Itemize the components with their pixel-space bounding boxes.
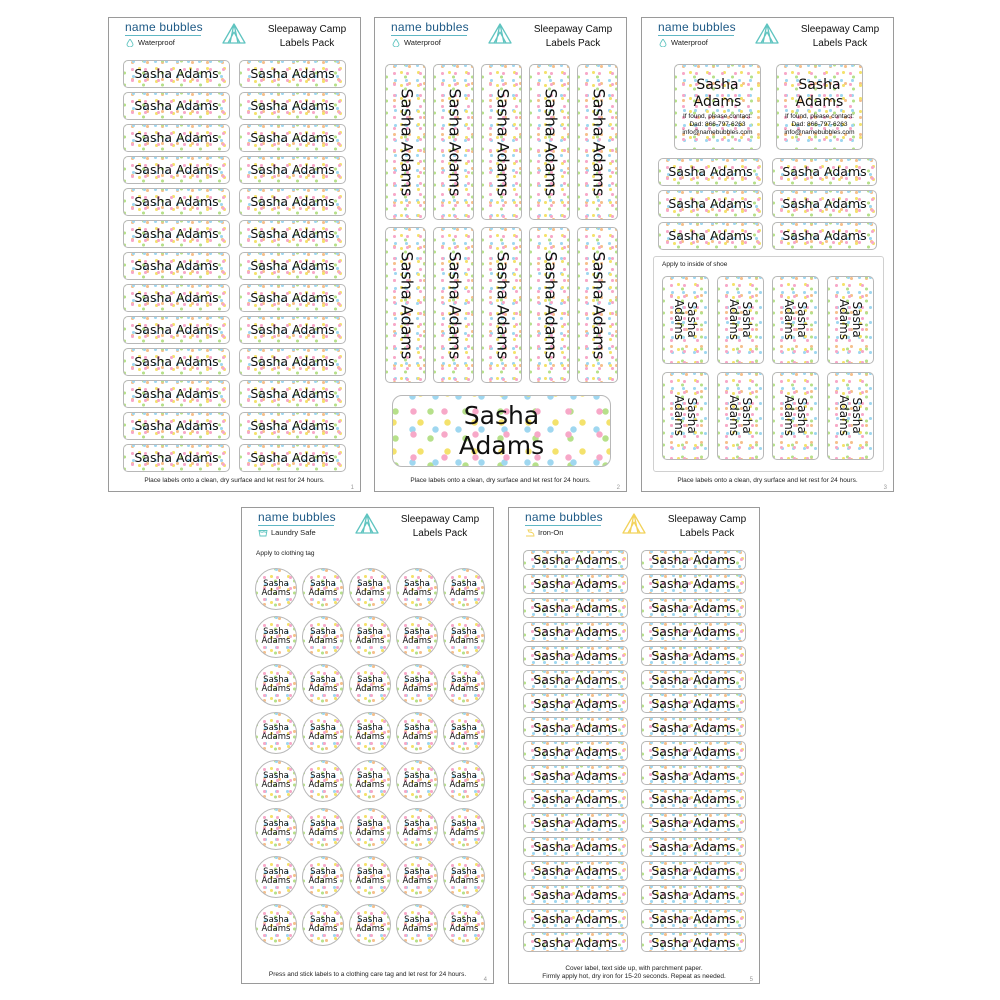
name-label: Sasha Adams: [641, 717, 746, 737]
name-label: Sasha Adams: [641, 622, 746, 642]
name-label: Sasha Adams: [641, 765, 746, 785]
round-name-label: Sasha Adams: [349, 808, 391, 850]
round-name-label: Sasha Adams: [302, 616, 344, 658]
round-name-label: Sasha Adams: [349, 856, 391, 898]
name-label: Sasha Adams: [641, 885, 746, 905]
name-label: Sasha Adams: [523, 670, 628, 690]
name-label: Sasha Adams: [772, 222, 877, 250]
round-name-label: Sasha Adams: [255, 616, 297, 658]
round-name-label: Sasha Adams: [443, 904, 485, 946]
round-name-label: Sasha Adams: [443, 808, 485, 850]
shoe-label: Sasha Adams: [827, 372, 874, 460]
round-name-label: Sasha Adams: [443, 616, 485, 658]
round-name-label: Sasha Adams: [349, 616, 391, 658]
name-label: Sasha Adams: [123, 92, 230, 120]
round-name-label: Sasha Adams: [396, 808, 438, 850]
brand-name: name bubbles: [658, 20, 736, 34]
water-drop-icon: [391, 39, 401, 47]
name-label: Sasha Adams: [123, 380, 230, 408]
shoe-label: Sasha Adams: [717, 276, 764, 364]
vertical-name-label: Sasha Adams: [385, 64, 426, 220]
instructions: Place labels onto a clean, dry surface and let rest for 24 hours.: [410, 477, 591, 484]
round-name-label: Sasha Adams: [255, 808, 297, 850]
name-label: Sasha Adams: [523, 646, 628, 666]
pack-title: Sleepaway Camp Labels Pack: [400, 514, 480, 539]
name-label: Sasha Adams: [523, 550, 628, 570]
product-type: Waterproof: [671, 38, 708, 47]
name-label: Sasha Adams: [523, 909, 628, 929]
instructions: Place labels onto a clean, dry surface and let rest for 24 hours.: [144, 477, 325, 484]
name-label: Sasha Adams: [523, 885, 628, 905]
name-label: Sasha Adams: [523, 813, 628, 833]
round-name-label: Sasha Adams: [302, 904, 344, 946]
name-label: Sasha Adams: [239, 316, 346, 344]
tent-icon: [487, 23, 513, 45]
page-number: 3: [883, 485, 887, 491]
tent-icon: [354, 513, 380, 535]
sheet-iron-on: [508, 507, 760, 984]
name-label: Sasha Adams: [658, 190, 763, 218]
shoe-label: Sasha Adams: [662, 372, 709, 460]
round-name-label: Sasha Adams: [396, 760, 438, 802]
vertical-name-label: Sasha Adams: [481, 227, 522, 383]
sheet-header: [242, 508, 493, 548]
round-name-label: Sasha Adams: [255, 904, 297, 946]
brand-name: name bubbles: [125, 20, 203, 34]
name-label: Sasha Adams: [641, 932, 746, 952]
round-name-label: Sasha Adams: [443, 760, 485, 802]
round-name-label: Sasha Adams: [255, 664, 297, 706]
name-label: Sasha Adams: [523, 741, 628, 761]
sheet-waterproof-vertical: [374, 17, 627, 492]
tent-icon: [621, 513, 647, 535]
brand-logo: [391, 20, 471, 47]
shoe-label: Sasha Adams: [772, 276, 819, 364]
round-name-label: Sasha Adams: [302, 856, 344, 898]
name-label: Sasha Adams: [239, 444, 346, 472]
name-label: Sasha Adams: [641, 646, 746, 666]
vertical-name-label: Sasha Adams: [577, 227, 618, 383]
name-label: Sasha Adams: [772, 190, 877, 218]
water-drop-icon: [125, 39, 135, 47]
name-label: Sasha Adams: [641, 550, 746, 570]
sheet-header: [642, 18, 893, 58]
tent-icon: [754, 23, 780, 45]
round-name-label: Sasha Adams: [443, 712, 485, 754]
name-label: Sasha Adams: [239, 284, 346, 312]
round-name-label: Sasha Adams: [349, 568, 391, 610]
name-label: Sasha Adams: [772, 158, 877, 186]
name-label: Sasha Adams: [239, 412, 346, 440]
washtub-icon: [258, 529, 268, 537]
product-type: Iron-On: [538, 528, 564, 537]
brand-logo: [658, 20, 738, 47]
sheet-header: [375, 18, 626, 58]
pack-title: Sleepaway Camp Labels Pack: [533, 24, 613, 49]
name-label: Sasha Adams: [641, 741, 746, 761]
product-type: Waterproof: [404, 38, 441, 47]
round-name-label: Sasha Adams: [302, 664, 344, 706]
name-label: Sasha Adams: [523, 765, 628, 785]
round-name-label: Sasha Adams: [396, 856, 438, 898]
name-label: Sasha Adams: [523, 861, 628, 881]
name-label: Sasha Adams: [641, 693, 746, 713]
name-label: Sasha Adams: [641, 861, 746, 881]
name-label: Sasha Adams: [239, 252, 346, 280]
round-name-label: Sasha Adams: [443, 568, 485, 610]
tent-icon: [221, 23, 247, 45]
sheet-header: [509, 508, 759, 548]
section-label: Apply to inside of shoe: [662, 261, 728, 268]
brand-name: name bubbles: [391, 20, 469, 34]
name-label: Sasha Adams: [123, 252, 230, 280]
pack-title: Sleepaway Camp Labels Pack: [267, 24, 347, 49]
sheet-waterproof-rect: [108, 17, 361, 492]
name-label: Sasha Adams: [239, 124, 346, 152]
name-label: Sasha Adams: [658, 158, 763, 186]
name-label: Sasha Adams: [523, 789, 628, 809]
round-name-label: Sasha Adams: [302, 760, 344, 802]
round-name-label: Sasha Adams: [349, 712, 391, 754]
name-label: Sasha Adams: [523, 622, 628, 642]
section-label: Apply to clothing tag: [256, 550, 315, 557]
name-label: Sasha Adams: [239, 60, 346, 88]
round-name-label: Sasha Adams: [396, 712, 438, 754]
brand-name: name bubbles: [258, 510, 336, 524]
brand-logo: [258, 510, 338, 537]
name-label: Sasha Adams: [641, 574, 746, 594]
vertical-name-label: Sasha Adams: [529, 64, 570, 220]
name-label: Sasha Adams: [123, 220, 230, 248]
name-label: Sasha Adams: [123, 188, 230, 216]
iron-icon: [525, 529, 535, 537]
round-name-label: Sasha Adams: [302, 808, 344, 850]
brand-logo: [525, 510, 605, 537]
round-name-label: Sasha Adams: [396, 568, 438, 610]
vertical-name-label: Sasha Adams: [433, 227, 474, 383]
large-name-label: Sasha Adams: [392, 395, 611, 467]
product-type: Waterproof: [138, 38, 175, 47]
name-label: Sasha Adams: [239, 188, 346, 216]
sheet-waterproof-mixed: [641, 17, 894, 492]
name-label: Sasha Adams: [641, 837, 746, 857]
name-label: Sasha Adams: [239, 380, 346, 408]
round-name-label: Sasha Adams: [443, 856, 485, 898]
name-label: Sasha Adams: [523, 932, 628, 952]
vertical-name-label: Sasha Adams: [577, 64, 618, 220]
instructions: Press and stick labels to a clothing care tag and let rest for 24 hours.: [268, 971, 467, 978]
name-label: Sasha Adams: [523, 574, 628, 594]
name-label: Sasha Adams: [123, 156, 230, 184]
page-number: 1: [350, 485, 354, 491]
instructions: Place labels onto a clean, dry surface and let rest for 24 hours.: [677, 477, 858, 484]
name-label: Sasha Adams: [658, 222, 763, 250]
name-label: Sasha Adams: [523, 693, 628, 713]
contact-label: Sasha Adams If found, please contact: Dad: 866-797-6263 info@namebubbles.com: [776, 64, 863, 150]
name-label: Sasha Adams: [123, 60, 230, 88]
round-name-label: Sasha Adams: [443, 664, 485, 706]
round-name-label: Sasha Adams: [302, 712, 344, 754]
sheet-header: [109, 18, 360, 58]
water-drop-icon: [658, 39, 668, 47]
shoe-label: Sasha Adams: [827, 276, 874, 364]
name-label: Sasha Adams: [523, 717, 628, 737]
round-name-label: Sasha Adams: [396, 664, 438, 706]
pack-title: Sleepaway Camp Labels Pack: [800, 24, 880, 49]
brand-logo: [125, 20, 205, 47]
round-name-label: Sasha Adams: [349, 760, 391, 802]
vertical-name-label: Sasha Adams: [529, 227, 570, 383]
name-label: Sasha Adams: [641, 598, 746, 618]
shoe-label: Sasha Adams: [772, 372, 819, 460]
round-name-label: Sasha Adams: [349, 664, 391, 706]
round-name-label: Sasha Adams: [255, 760, 297, 802]
shoe-label: Sasha Adams: [717, 372, 764, 460]
name-label: Sasha Adams: [641, 813, 746, 833]
vertical-name-label: Sasha Adams: [481, 64, 522, 220]
name-label: Sasha Adams: [123, 348, 230, 376]
name-label: Sasha Adams: [641, 909, 746, 929]
round-name-label: Sasha Adams: [396, 616, 438, 658]
name-label: Sasha Adams: [239, 92, 346, 120]
round-name-label: Sasha Adams: [349, 904, 391, 946]
brand-name: name bubbles: [525, 510, 603, 524]
name-label: Sasha Adams: [523, 598, 628, 618]
name-label: Sasha Adams: [123, 284, 230, 312]
name-label: Sasha Adams: [239, 220, 346, 248]
name-label: Sasha Adams: [123, 316, 230, 344]
page-number: 4: [483, 977, 487, 983]
name-label: Sasha Adams: [641, 670, 746, 690]
product-type: Laundry Safe: [271, 528, 316, 537]
page-number: 2: [616, 485, 620, 491]
sheet-laundry-round: [241, 507, 494, 984]
name-label: Sasha Adams: [239, 156, 346, 184]
round-name-label: Sasha Adams: [255, 568, 297, 610]
contact-label: Sasha Adams If found, please contact: Dad: 866-797-6263 info@namebubbles.com: [674, 64, 761, 150]
instructions: Cover label, text side up, with parchment paper. Firmly apply hot, dry iron for 15-20 seconds. Repeat as needed.: [542, 965, 726, 980]
round-name-label: Sasha Adams: [255, 856, 297, 898]
round-name-label: Sasha Adams: [255, 712, 297, 754]
vertical-name-label: Sasha Adams: [433, 64, 474, 220]
pack-title: Sleepaway Camp Labels Pack: [667, 514, 747, 539]
page-number: 5: [749, 977, 753, 983]
shoe-label: Sasha Adams: [662, 276, 709, 364]
name-label: Sasha Adams: [239, 348, 346, 376]
name-label: Sasha Adams: [123, 412, 230, 440]
name-label: Sasha Adams: [641, 789, 746, 809]
name-label: Sasha Adams: [123, 124, 230, 152]
vertical-name-label: Sasha Adams: [385, 227, 426, 383]
name-label: Sasha Adams: [123, 444, 230, 472]
round-name-label: Sasha Adams: [302, 568, 344, 610]
round-name-label: Sasha Adams: [396, 904, 438, 946]
name-label: Sasha Adams: [523, 837, 628, 857]
